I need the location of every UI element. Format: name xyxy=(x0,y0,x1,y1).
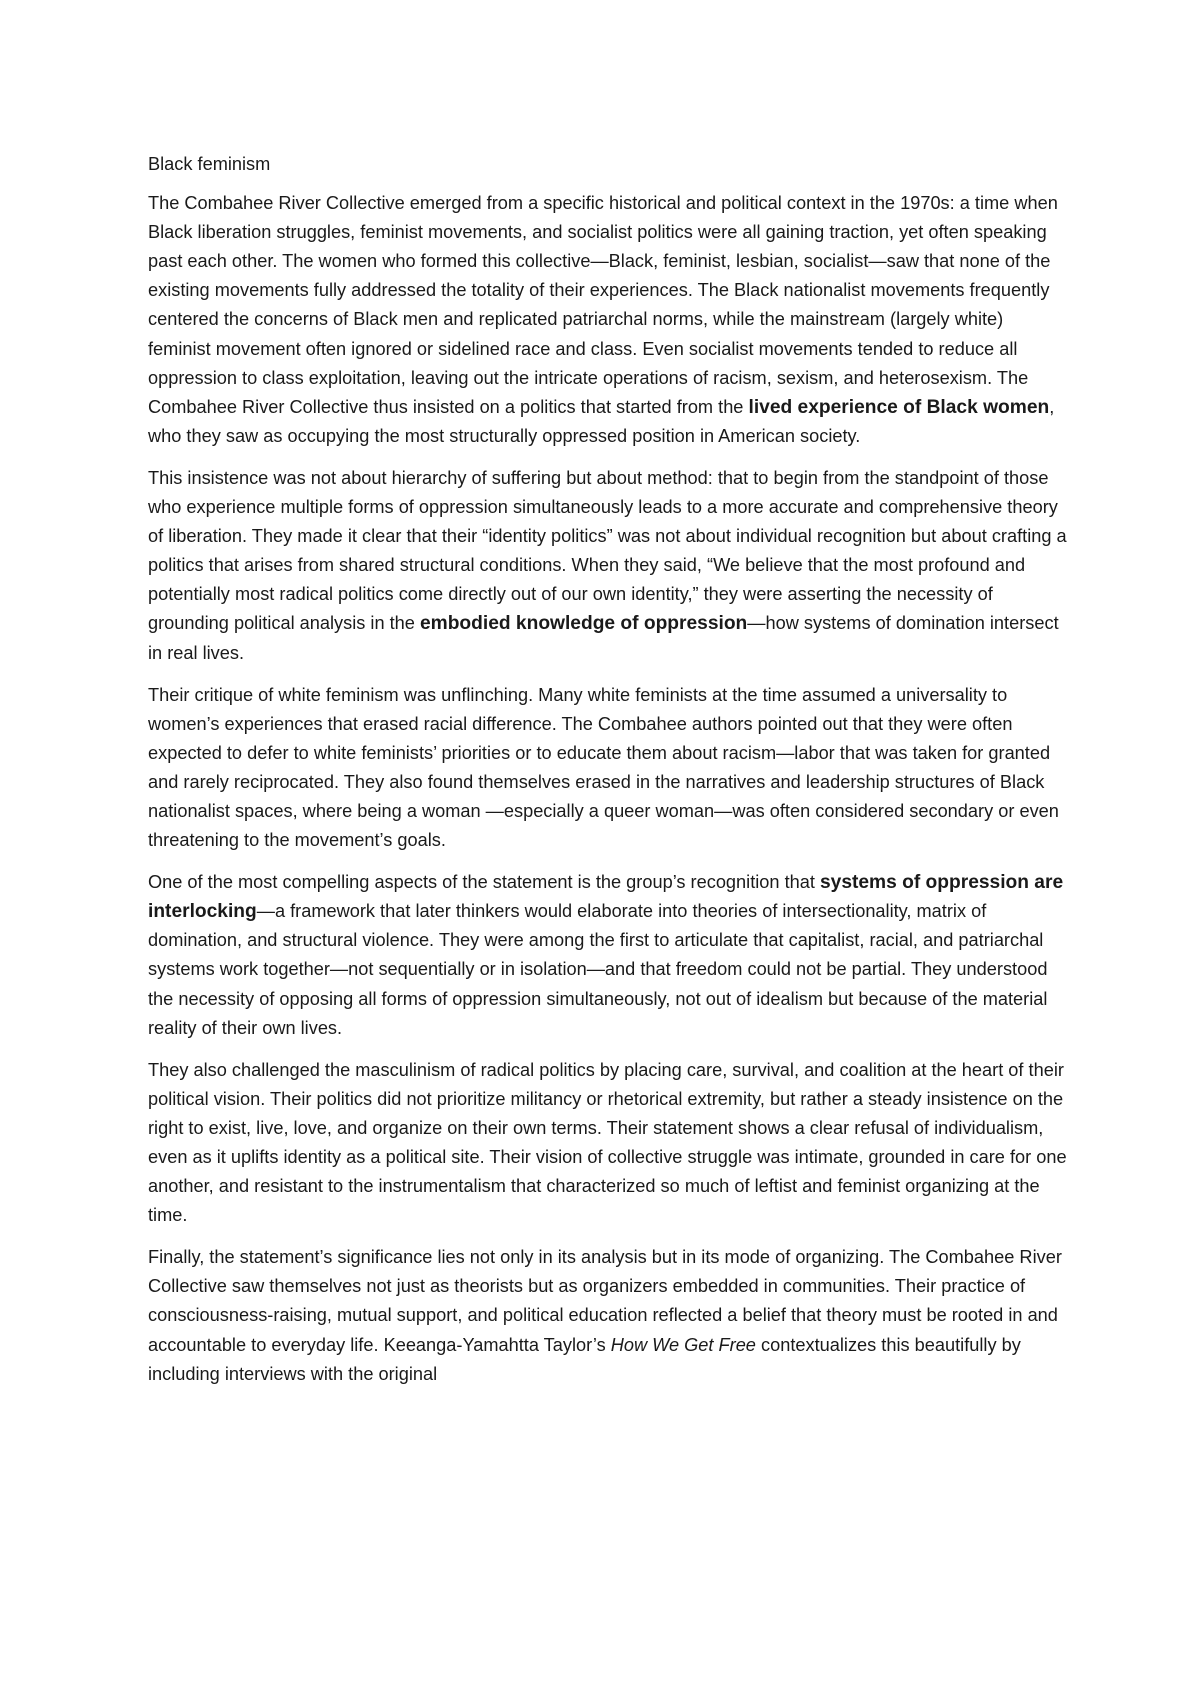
paragraph xyxy=(148,1243,1068,1388)
emphasis-bold: systems of oppression are interlocking xyxy=(148,872,1064,923)
text-run: contextualizes this beautifully by including interviews with the original xyxy=(148,1334,1021,1384)
emphasis-bold: lived experience of Black women xyxy=(748,396,1050,418)
emphasis-bold: embodied knowledge of oppression xyxy=(419,613,748,635)
text-run: Their critique of white feminism was unflinching. Many white feminists at the time assumed a universality to women’s experiences that erased racial difference. The Combahee authors pointed out that they were often expected to defer to white feminists’ priorities or to educate them about racism—labor that was taken for granted and rarely reciprocated. They also found themselves erased in the narratives and leadership structures of Black nationalist spaces, where being a woman —especially a queer woman—was often considered secondary or even threatening to the movement’s goals. xyxy=(148,684,1059,851)
book-title: How We Get Free xyxy=(610,1334,756,1355)
paragraph xyxy=(148,681,1068,856)
paragraph xyxy=(148,464,1068,668)
paragraph xyxy=(148,189,1068,451)
paragraph xyxy=(148,1056,1068,1231)
text-run: The Combahee River Collective emerged from a specific historical and political context in the 1970s: a time when Black liberation struggles, feminist movements, and socialist politics were all gaining traction, yet often speaking past each other. The women who formed this collective—Black, feminist, lesbian, socialist—saw that none of the existing movements fully addressed the totality of their experiences. The Black nationalist movements frequently centered the concerns of Black men and replicated patriarchal norms, while the mainstream (largely white) feminist movement often ignored or sidelined race and class. Even socialist movements tended to reduce all oppression to class exploitation, leaving out the intricate operations of racism, sexism, and heterosexism. The Combahee River Collective thus insisted on a politics that started from the xyxy=(148,193,1058,417)
text-run: , who they saw as occupying the most structurally oppressed position in American society. xyxy=(148,396,1055,446)
text-run: —how systems of domination intersect in real lives. xyxy=(148,613,1059,663)
text-run: Finally, the statement’s significance lies not only in its analysis but in its mode of organizing. The Combahee River Collective saw themselves not just as theorists but as organizers embedded in communities. Their practice of consciousness-raising, mutual support, and political education reflected a belief that theory must be rooted in and accountable to everyday life. Keeanga-Yamahtta Taylor’s xyxy=(148,1247,1062,1355)
text-run: They also challenged the masculinism of radical politics by placing care, survival, and coalition at the heart of their political vision. Their politics did not prioritize militancy or rhetorical extremity, but rather a steady insistence on the right to exist, live, love, and organize on their own terms. Their statement shows a clear refusal of individualism, even as it uplifts identity as a political site. Their vision of collective struggle was intimate, grounded in care for one another, and resistant to the instrumentalism that characterized so much of leftist and feminist organizing at the time. xyxy=(148,1059,1067,1226)
paragraph-list xyxy=(148,189,1068,1389)
text-run: —a framework that later thinkers would elaborate into theories of intersectionality, matrix of domination, and structural violence. They were among the first to articulate that capitalist, racial, and patriarchal systems work together—not sequentially or in isolation—and that freedom could not be partial. They understood the necessity of opposing all forms of oppression simultaneously, not out of idealism but because of the material reality of their own lives. xyxy=(148,901,1048,1038)
paragraph xyxy=(148,868,1068,1043)
text-run: One of the most compelling aspects of the statement is the group’s recognition that xyxy=(148,872,820,893)
text-run: This insistence was not about hierarchy of suffering but about method: that to begin from the standpoint of those who experience multiple forms of oppression simultaneously leads to a more accurate and comprehensive theory of liberation. They made it clear that their “identity politics” was not about individual recognition but about crafting a politics that arises from shared structural conditions. When they said, “We believe that the most profound and potentially most radical politics come directly out of our own identity,” they were asserting the necessity of grounding political analysis in the xyxy=(148,467,1067,634)
document-title: Black feminism xyxy=(148,154,271,174)
document-body xyxy=(148,150,1068,1402)
